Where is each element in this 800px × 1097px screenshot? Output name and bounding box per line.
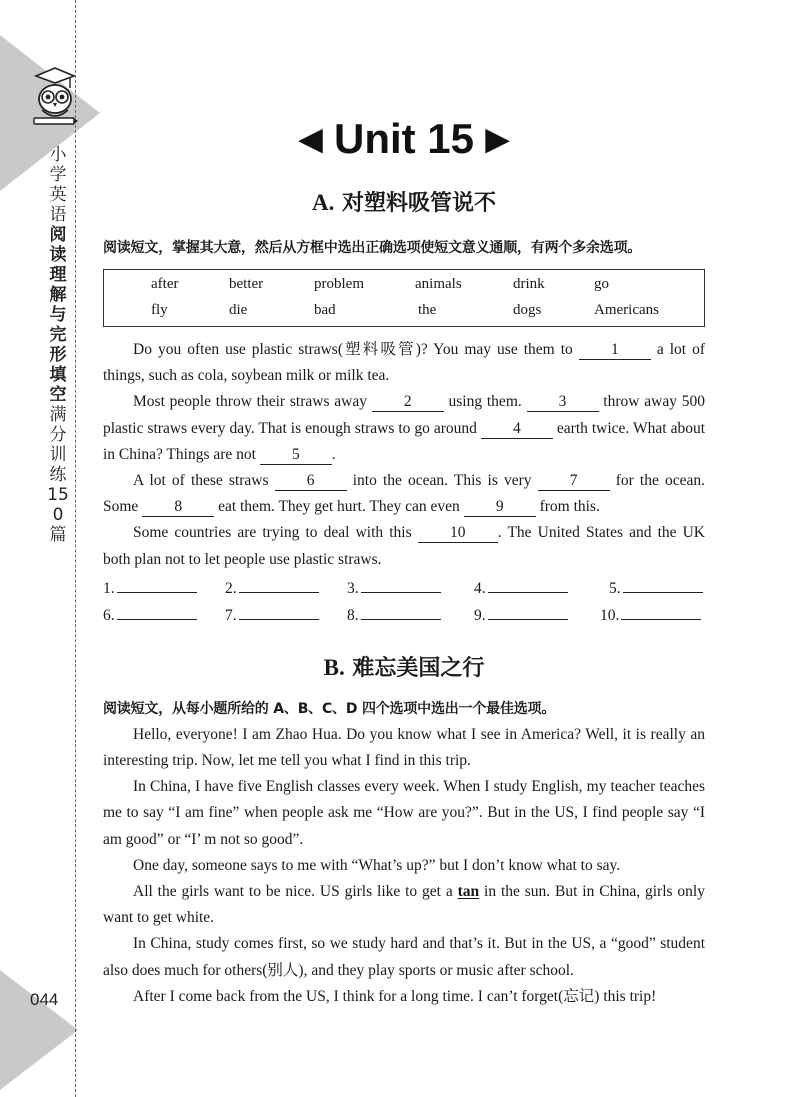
answer-number: 2. bbox=[225, 579, 237, 597]
text: . The United States and the UK both plan not to let people use plastic straws. bbox=[103, 524, 705, 568]
section-b-title-text: 难忘美国之行 bbox=[352, 655, 485, 681]
answer-blank[interactable] bbox=[361, 576, 441, 593]
answer-line[interactable] bbox=[103, 603, 197, 625]
text: into the ocean. This is very bbox=[346, 472, 538, 490]
answer-blank[interactable] bbox=[361, 603, 441, 620]
text: for the ocean. Some bbox=[103, 472, 705, 516]
answer-blank[interactable] bbox=[623, 576, 703, 593]
answer-number: 5. bbox=[609, 579, 621, 597]
answer-line[interactable] bbox=[103, 576, 197, 598]
word-box-word: die bbox=[229, 302, 248, 318]
answer-number: 9. bbox=[474, 606, 486, 624]
paragraph: In China, I have five English classes every week. When I study English, my teacher teaches me to say “I am fine” when people ask me “How are you?”. But in the US, I find people say “I am good” or “I’ m not so good”. bbox=[103, 778, 705, 848]
answer-number: 4. bbox=[474, 579, 486, 597]
text: A lot of these straws bbox=[133, 472, 275, 490]
text: throw away 500 plastic straws every day. That is enough straws to go around bbox=[103, 393, 705, 437]
answer-number: 6. bbox=[103, 606, 115, 624]
blank-10[interactable]: 10 bbox=[418, 524, 498, 543]
answer-line[interactable] bbox=[225, 576, 319, 598]
answer-blank[interactable] bbox=[239, 603, 319, 620]
answer-line[interactable] bbox=[609, 576, 703, 598]
text: earth twice. What about in China? Things are not bbox=[103, 419, 706, 463]
word-box-word: after bbox=[151, 276, 179, 292]
word-box-word: go bbox=[594, 276, 609, 292]
word-box-word: Americans bbox=[594, 302, 659, 318]
blank-1[interactable]: 1 bbox=[579, 341, 651, 360]
text: Do you often use plastic straws(塑料吸管)? You may use them to bbox=[133, 341, 579, 358]
main-content bbox=[103, 110, 705, 1010]
word-box-word: problem bbox=[314, 276, 364, 292]
blank-2[interactable]: 2 bbox=[372, 393, 444, 412]
paragraph: Hello, everyone! I am Zhao Hua. Do you know what I see in America? Well, it is really an interesting trip. Now, let me tell you what I find in this trip. bbox=[103, 725, 705, 770]
owl-mascot-icon bbox=[32, 66, 78, 128]
blank-9[interactable]: 9 bbox=[464, 498, 536, 517]
paragraph bbox=[103, 520, 705, 572]
section-a-passage bbox=[103, 337, 705, 573]
text: All the girls want to be nice. US girls like to get a bbox=[133, 883, 458, 901]
word-box-word: dogs bbox=[513, 302, 542, 318]
margin-triangle-bottom bbox=[0, 970, 78, 1090]
answer-line[interactable] bbox=[600, 603, 701, 625]
blank-3[interactable]: 3 bbox=[527, 393, 599, 412]
word-box-word: better bbox=[229, 276, 264, 292]
answer-line[interactable] bbox=[474, 603, 568, 625]
answer-number: 1. bbox=[103, 579, 115, 597]
unit-title bbox=[103, 110, 705, 168]
page-number: 044 bbox=[30, 990, 59, 1009]
section-a-letter: A. bbox=[311, 190, 335, 215]
blank-5[interactable]: 5 bbox=[260, 446, 332, 465]
section-a-instruction: 阅读短文，掌握其大意，然后从方框中选出正确选项使短文意义通顺，有两个多余选项。 bbox=[103, 240, 642, 256]
paragraph bbox=[103, 337, 705, 389]
answer-blank[interactable] bbox=[621, 603, 701, 620]
word-box-word: animals bbox=[415, 276, 462, 292]
margin-band bbox=[0, 0, 78, 1097]
paragraph: In China, study comes first, so we study hard and that’s it. But in the US, a “good” student also does much for others(别人), and they play sports or music after school. bbox=[103, 935, 705, 979]
word-box-word: bad bbox=[314, 302, 336, 318]
text: using them. bbox=[443, 393, 527, 411]
word-box-row bbox=[104, 276, 704, 302]
blank-6[interactable]: 6 bbox=[275, 472, 347, 491]
highlighted-word: tan bbox=[457, 883, 480, 901]
book-title-part3: 满分训练 150 篇 bbox=[47, 405, 69, 545]
paragraph bbox=[103, 879, 705, 931]
word-box-word: drink bbox=[513, 276, 545, 292]
blank-7[interactable]: 7 bbox=[538, 472, 610, 491]
answer-blank[interactable] bbox=[117, 603, 197, 620]
paragraph: After I come back from the US, I think for a long time. I can’t forget(忘记) this trip! bbox=[133, 987, 657, 1005]
answer-number: 10. bbox=[600, 606, 620, 624]
answer-line[interactable] bbox=[225, 603, 319, 625]
right-arrow-icon: ▶ bbox=[485, 123, 509, 156]
text: . bbox=[331, 445, 336, 463]
answer-blank[interactable] bbox=[488, 603, 568, 620]
book-title-part2: 阅读理解与完形填空 bbox=[49, 225, 67, 405]
text: Most people throw their straws away bbox=[133, 393, 372, 411]
book-title-part1: 小学英语 bbox=[49, 145, 67, 225]
answer-blank[interactable] bbox=[117, 576, 197, 593]
book-title-vertical bbox=[46, 145, 70, 545]
answer-line[interactable] bbox=[347, 576, 441, 598]
dashed-divider bbox=[75, 0, 76, 1097]
section-a-title bbox=[103, 188, 705, 219]
text: eat them. They get hurt. They can even bbox=[214, 498, 464, 516]
word-box-row bbox=[104, 302, 704, 328]
answer-number: 7. bbox=[225, 606, 237, 624]
section-a-title-text: 对塑料吸管说不 bbox=[342, 191, 497, 216]
answer-line[interactable] bbox=[474, 576, 568, 598]
text: Some countries are trying to deal with this bbox=[133, 524, 418, 542]
paragraph: One day, someone says to me with “What’s up?” but I don’t know what to say. bbox=[133, 856, 621, 874]
paragraph bbox=[103, 389, 705, 468]
blank-8[interactable]: 8 bbox=[142, 498, 214, 517]
word-box-word: fly bbox=[151, 302, 168, 318]
answer-number: 8. bbox=[347, 606, 359, 624]
answer-line[interactable] bbox=[347, 603, 441, 625]
section-b-passage bbox=[103, 722, 705, 1010]
unit-title-text: Unit 15 bbox=[333, 115, 475, 162]
section-b-instruction: 阅读短文，从每小题所给的 A、B、C、D 四个选项中选出一个最佳选项。 bbox=[103, 700, 556, 717]
word-box-word: the bbox=[418, 302, 437, 318]
blank-4[interactable]: 4 bbox=[481, 420, 553, 439]
paragraph bbox=[103, 468, 705, 520]
answer-blank[interactable] bbox=[239, 576, 319, 593]
answer-lines bbox=[103, 573, 705, 627]
word-box bbox=[103, 269, 705, 327]
text: a lot of things, such as cola, soybean milk or milk tea. bbox=[103, 341, 706, 385]
answer-number: 3. bbox=[347, 579, 359, 597]
text: from this. bbox=[535, 498, 600, 516]
section-b-title bbox=[103, 653, 705, 684]
text: in the sun. But in China, girls only want to get white. bbox=[103, 883, 705, 927]
answer-blank[interactable] bbox=[488, 576, 568, 593]
left-arrow-icon: ◀ bbox=[299, 123, 323, 156]
section-b-letter: B. bbox=[323, 654, 345, 680]
